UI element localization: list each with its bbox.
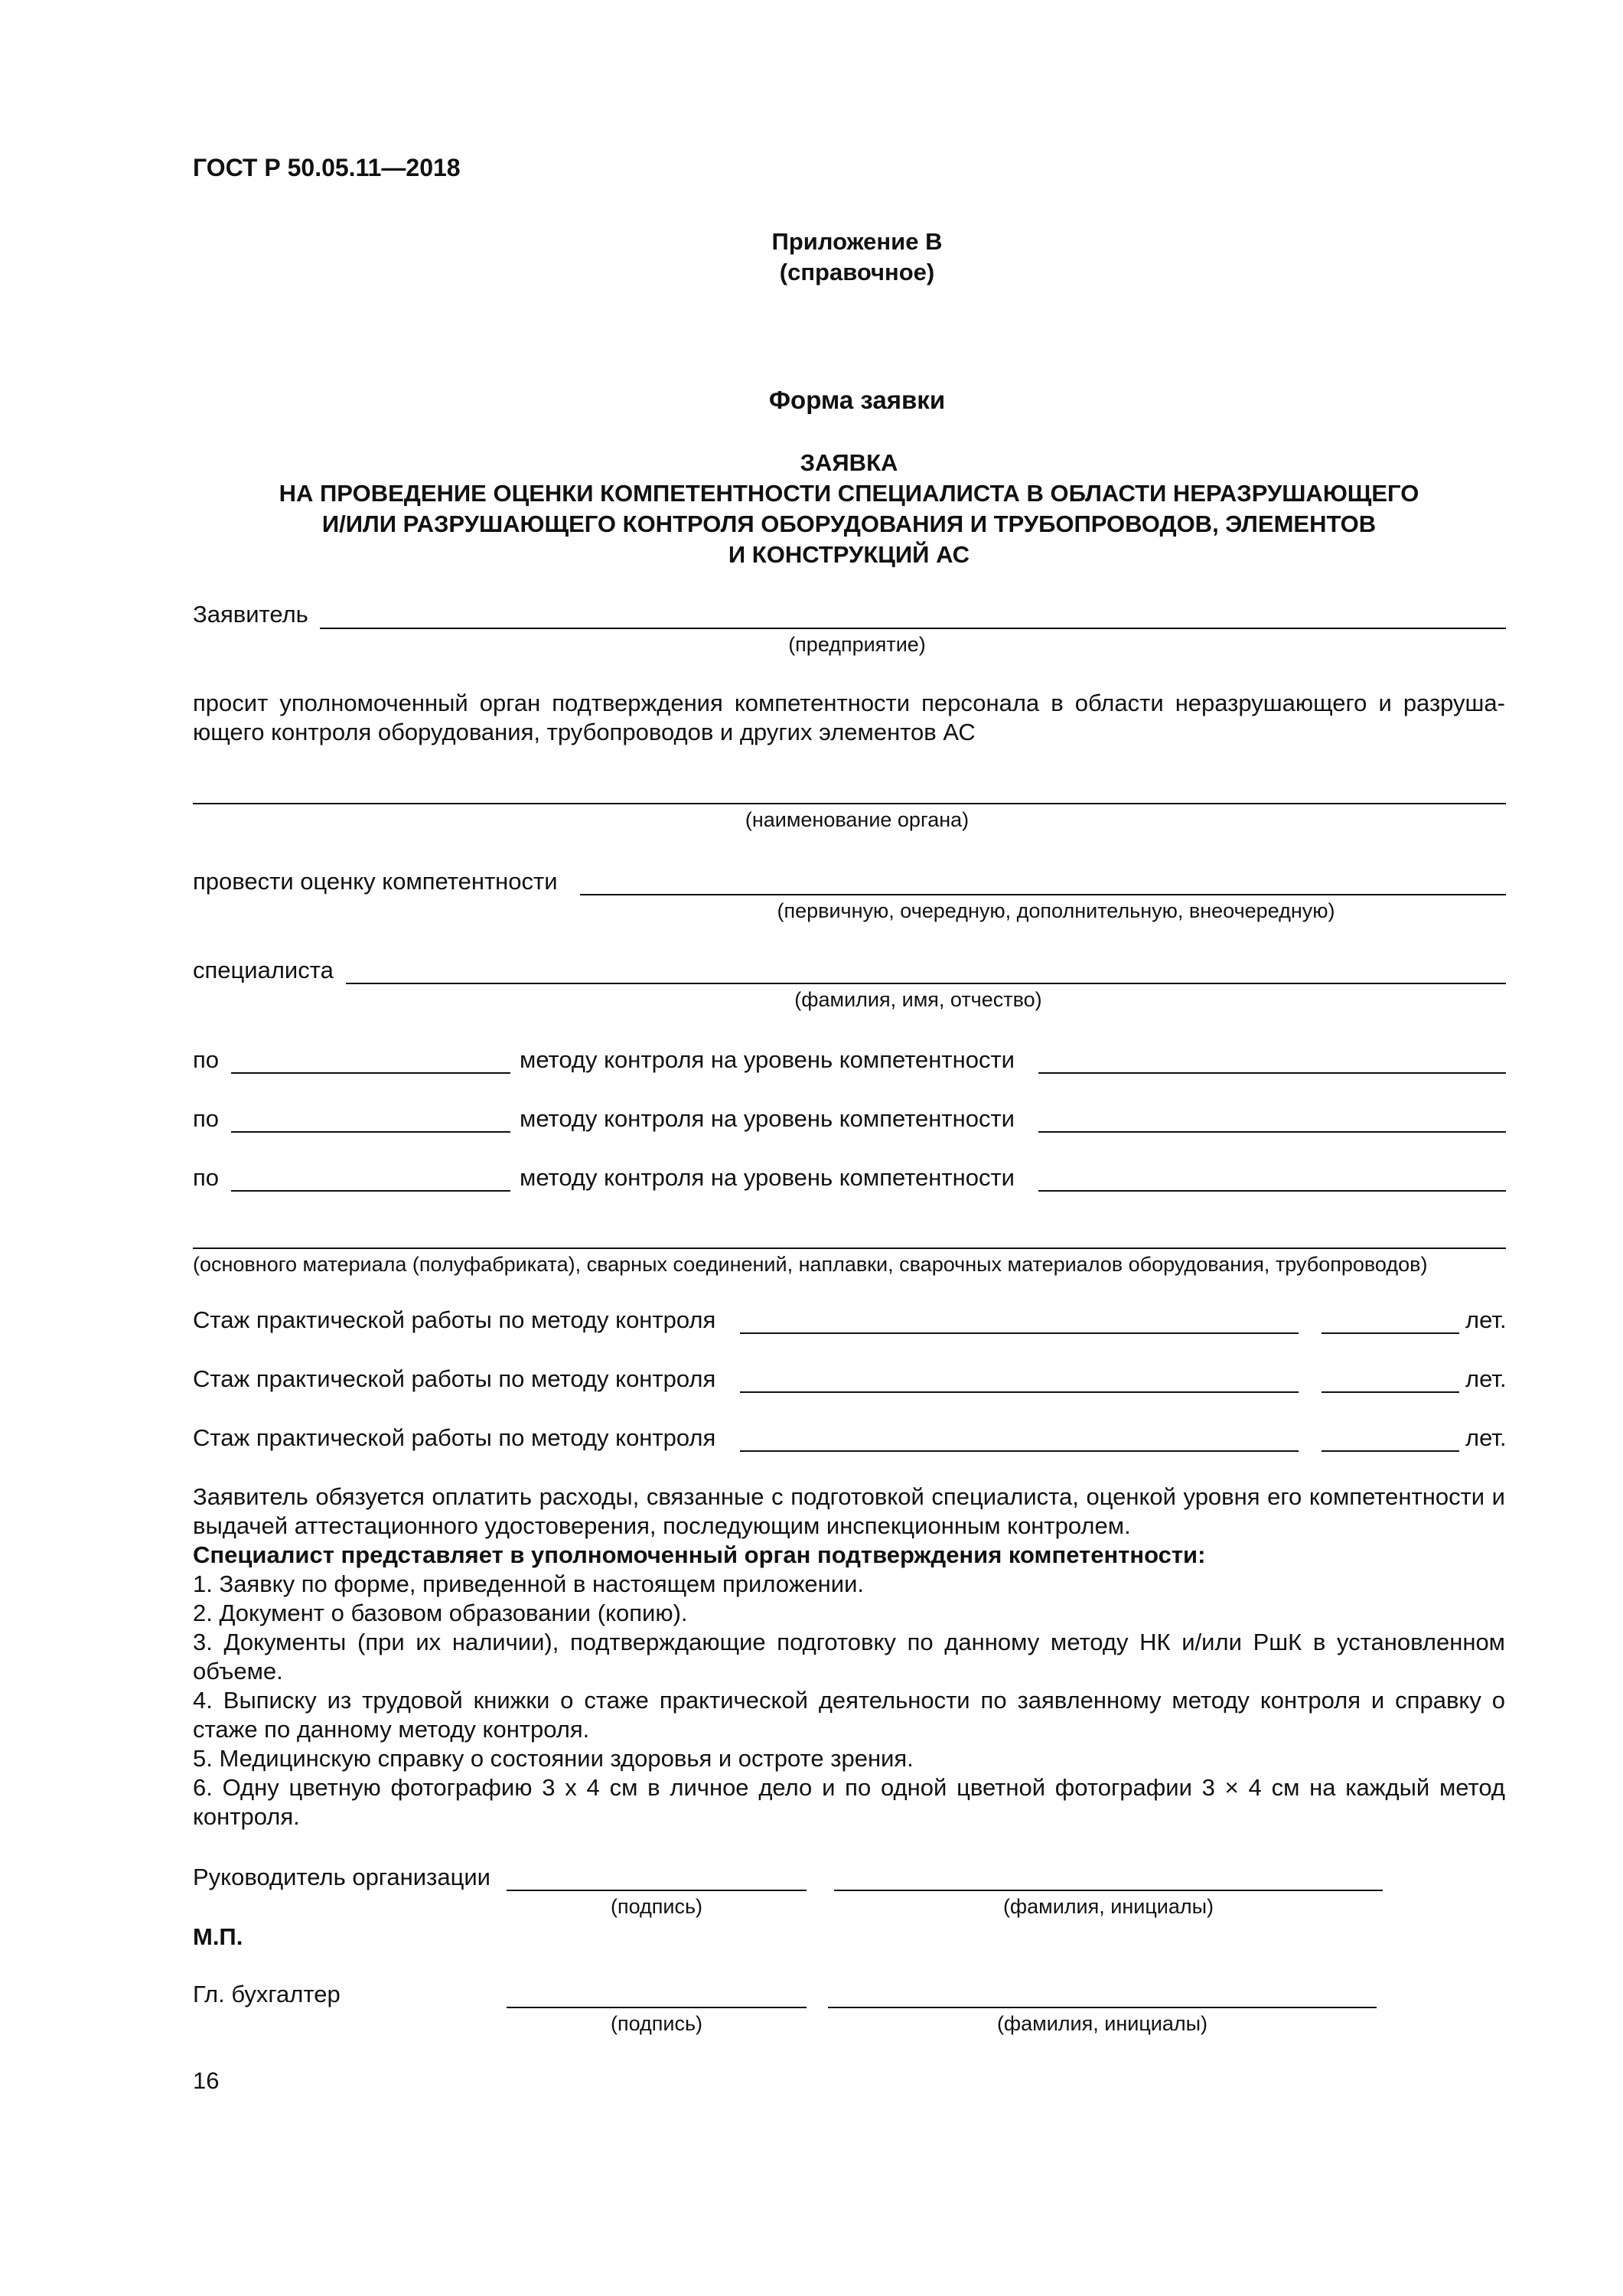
body-name-caption: (наименование органа) [745, 808, 970, 831]
request-text: просит уполномоченный орган подтверждения компетентности персонала в области неразрушающего и разруша-ющего контроля оборудования, трубопроводов и других элементов АС [193, 690, 1505, 745]
method-row-3-prefix: по [193, 1164, 220, 1191]
standard-code: ГОСТ Р 50.05.11—2018 [193, 154, 461, 181]
body-name-field[interactable] [193, 803, 1506, 804]
method-row-3-method-field[interactable] [231, 1190, 510, 1192]
accountant-signature-field[interactable] [507, 2007, 807, 2008]
documents-heading: Специалист представляет в уполномоченный орган подтверждения компетентности: [193, 1541, 1206, 1568]
application-heading-2: НА ПРОВЕДЕНИЕ ОЦЕНКИ КОМПЕТЕНТНОСТИ СПЕЦИАЛИСТА В ОБЛАСТИ НЕРАЗРУШАЮЩЕГО [279, 480, 1419, 507]
experience-row-2-years-field[interactable] [1322, 1391, 1459, 1393]
method-row-2-prefix: по [193, 1105, 220, 1132]
appendix-title: Приложение В [771, 228, 943, 255]
experience-row-2-method-field[interactable] [740, 1391, 1299, 1393]
assessment-field[interactable] [580, 894, 1506, 895]
document-item-6: 6. Одну цветную фотографию 3 х 4 см в личное дело и по одной цветной фотографии 3 × 4 см на каждый метод контроля. [193, 1774, 1505, 1830]
application-heading-1: ЗАЯВКА [800, 449, 898, 476]
head-label: Руководитель организации [193, 1864, 490, 1890]
experience-row-3-label: Стаж практической работы по методу контроля [193, 1424, 716, 1451]
applicant-field[interactable] [320, 628, 1506, 629]
specialist-label: специалиста [193, 957, 334, 983]
materials-field[interactable] [193, 1247, 1506, 1249]
method-row-2-method-field[interactable] [231, 1131, 510, 1133]
head-signature-field[interactable] [507, 1890, 807, 1891]
experience-row-1-label: Стаж практической работы по методу контроля [193, 1306, 716, 1333]
form-title: Форма заявки [768, 386, 946, 414]
experience-row-1-years-field[interactable] [1322, 1332, 1459, 1334]
assessment-caption: (первичную, очередную, дополнительную, внеочередную) [777, 899, 1335, 922]
head-name-field[interactable] [834, 1890, 1383, 1891]
application-heading-4: И КОНСТРУКЦИЙ АС [728, 541, 970, 568]
accountant-name-caption: (фамилия, инициалы) [996, 2012, 1208, 2035]
experience-row-3-method-field[interactable] [740, 1450, 1299, 1452]
experience-row-1-method-field[interactable] [740, 1332, 1299, 1334]
head-signature-caption: (подпись) [610, 1895, 703, 1918]
document-item-5: 5. Медицинскую справку о состоянии здоровья и остроте зрения. [193, 1745, 914, 1772]
applicant-caption: (предприятие) [788, 633, 926, 656]
method-row-1-prefix: по [193, 1046, 220, 1073]
accountant-label: Гл. бухгалтер [193, 1981, 341, 2007]
method-row-2-level-field[interactable] [1038, 1131, 1506, 1133]
experience-row-3-unit: лет. [1465, 1424, 1507, 1451]
specialist-caption: (фамилия, имя, отчество) [794, 988, 1042, 1011]
head-name-caption: (фамилия, инициалы) [1002, 1895, 1214, 1918]
experience-row-2-label: Стаж практической работы по методу контроля [193, 1365, 716, 1392]
method-row-1-level-field[interactable] [1038, 1072, 1506, 1074]
experience-row-3-years-field[interactable] [1322, 1450, 1459, 1452]
experience-row-2-unit: лет. [1465, 1365, 1507, 1392]
materials-caption: (основного материала (полуфабриката), сварных соединений, наплавки, сварочных материалов оборудования, трубопроводов) [193, 1253, 1428, 1276]
assessment-label: провести оценку компетентности [193, 868, 558, 895]
accountant-name-field[interactable] [828, 2007, 1377, 2008]
page-number: 16 [193, 2067, 220, 2094]
method-row-3-middle: методу контроля на уровень компетентности [520, 1164, 1015, 1191]
applicant-label: Заявитель [193, 601, 308, 628]
experience-row-1-unit: лет. [1465, 1306, 1507, 1333]
document-item-1: 1. Заявку по форме, приведенной в настоящем приложении. [193, 1570, 865, 1597]
method-row-1-method-field[interactable] [231, 1072, 510, 1074]
appendix-type: (справочное) [779, 259, 935, 285]
document-item-4: 4. Выписку из трудовой книжки о стаже практической деятельности по заявленному методу контроля и справку о стаже по данному методу контроля. [193, 1687, 1505, 1743]
specialist-field[interactable] [346, 983, 1506, 984]
application-heading-3: И/ИЛИ РАЗРУШАЮЩЕГО КОНТРОЛЯ ОБОРУДОВАНИЯ И ТРУБОПРОВОДОВ, ЭЛЕМЕНТОВ [321, 510, 1377, 537]
method-row-2-middle: методу контроля на уровень компетентности [520, 1105, 1015, 1132]
method-row-3-level-field[interactable] [1038, 1190, 1506, 1192]
seal-label: М.П. [193, 1923, 243, 1950]
document-item-3: 3. Документы (при их наличии), подтверждающие подготовку по данному методу НК и/или РшК в установленном объеме. [193, 1629, 1505, 1684]
accountant-signature-caption: (подпись) [610, 2012, 703, 2035]
obligation-text: Заявитель обязуется оплатить расходы, связанные с подготовкой специалиста, оценкой уровня его компетентности и выдачей аттестационного удостоверения, последующим инспекционным контролем. [193, 1483, 1505, 1539]
document-item-2: 2. Документ о базовом образовании (копию). [193, 1600, 688, 1626]
method-row-1-middle: методу контроля на уровень компетентности [520, 1046, 1015, 1073]
